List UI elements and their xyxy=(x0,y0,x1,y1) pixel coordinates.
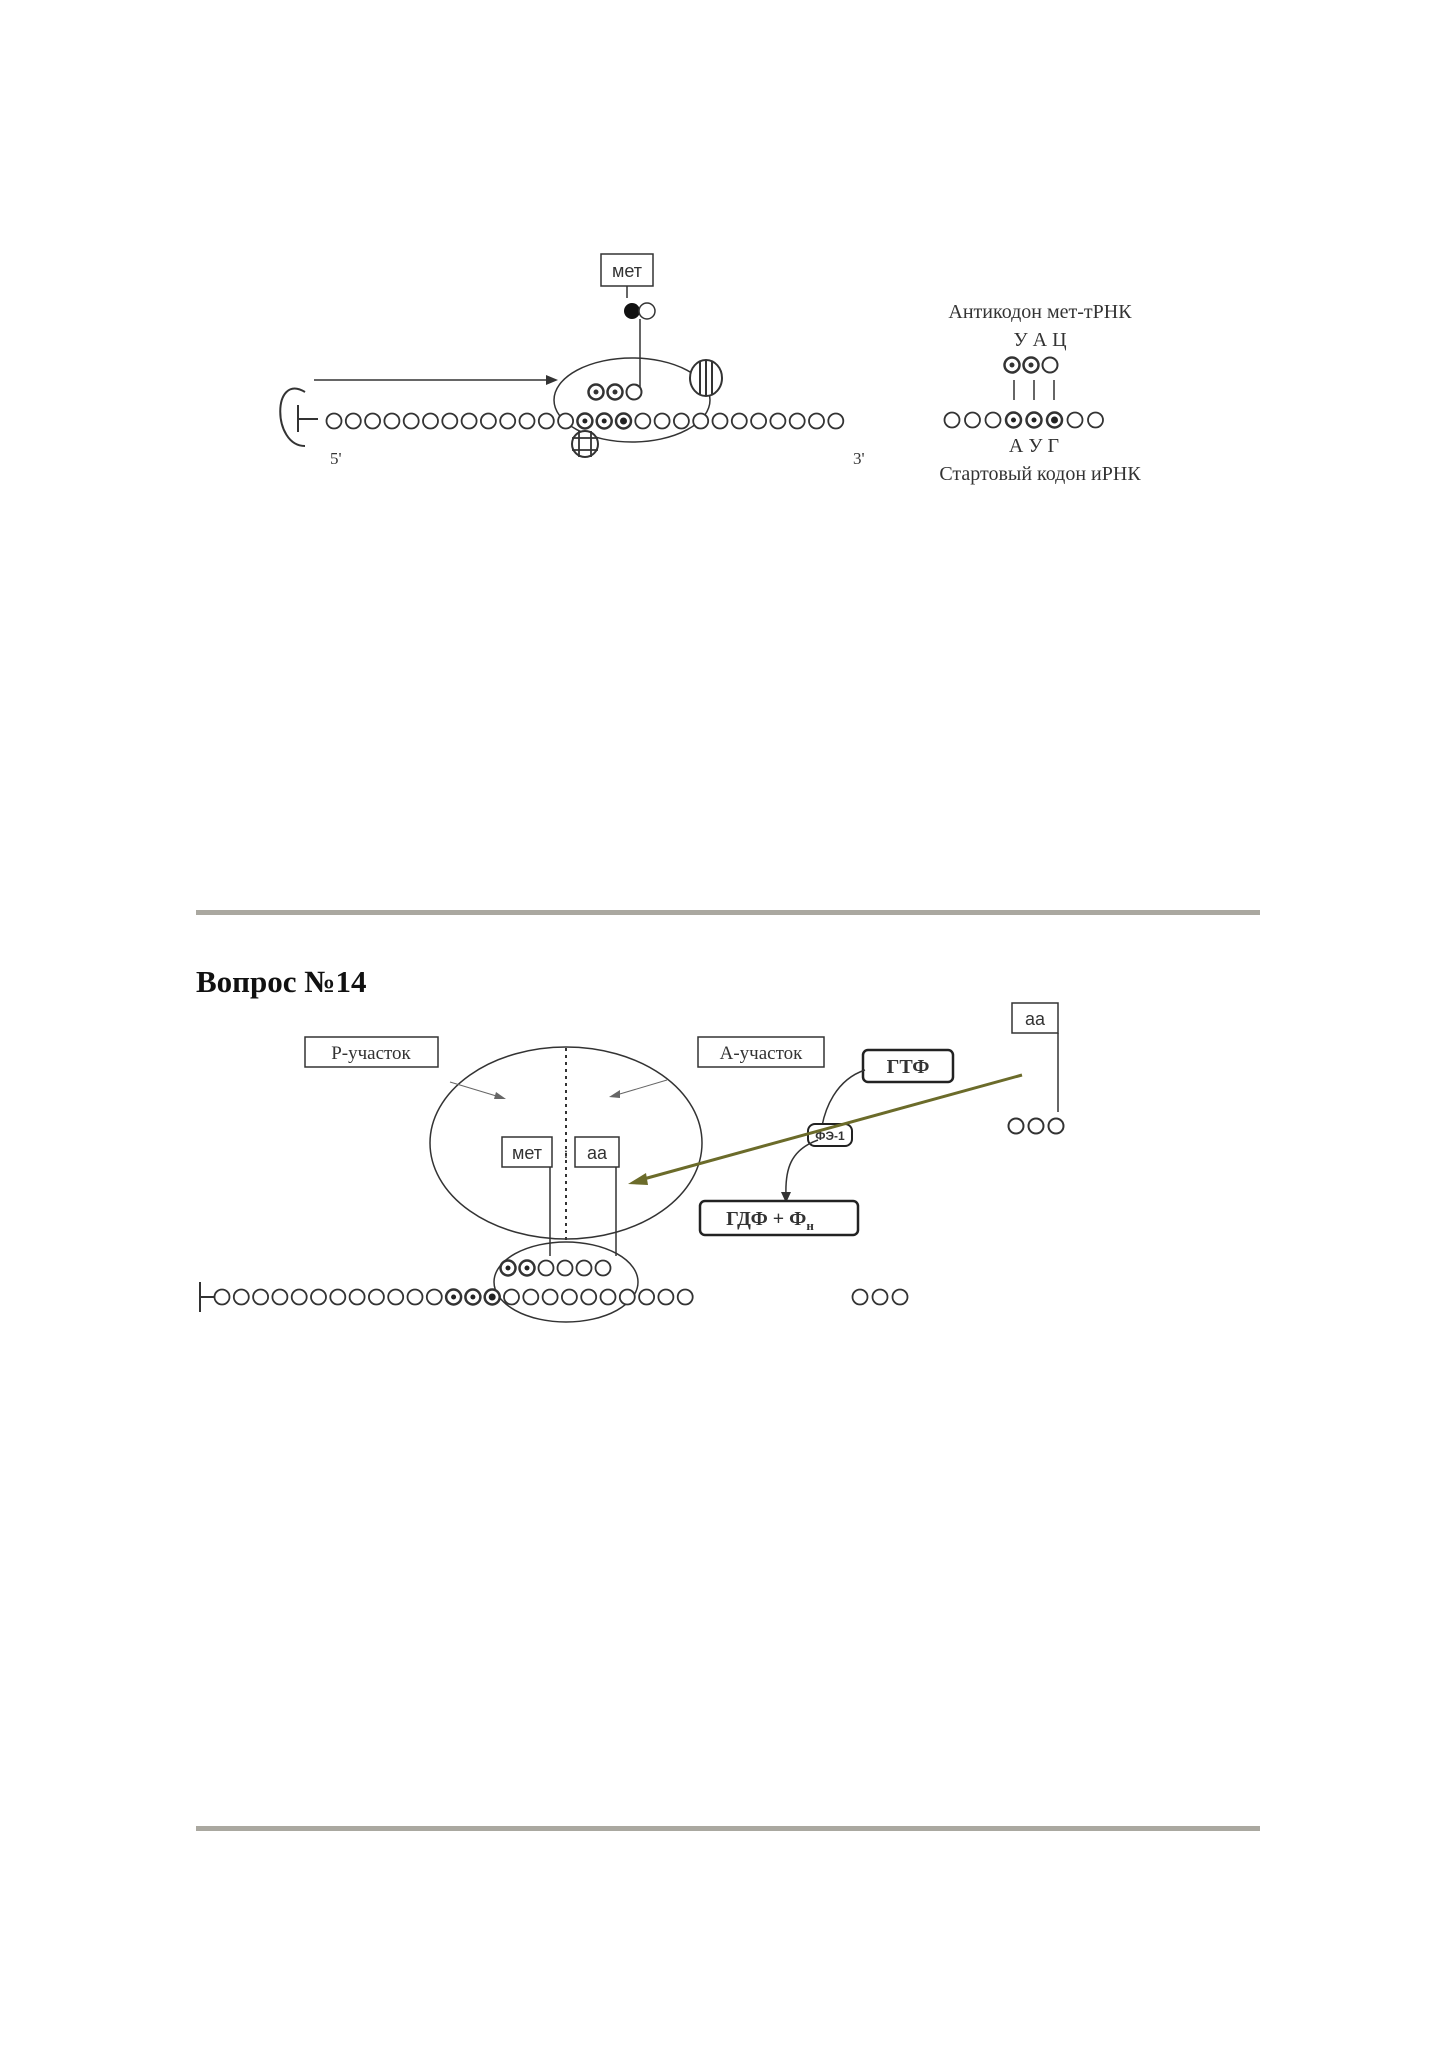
mrna-codon-chain xyxy=(945,413,1104,428)
nucleotide xyxy=(539,1261,554,1276)
nucleotide xyxy=(986,413,1001,428)
nucleotide xyxy=(1088,413,1103,428)
nucleotide xyxy=(945,413,960,428)
nucleotide xyxy=(713,414,728,429)
nucleotide xyxy=(427,1290,442,1305)
nucleotide xyxy=(596,1261,611,1276)
nucleotide-mark xyxy=(602,419,607,424)
nucleotide xyxy=(272,1290,287,1305)
trna-acceptor-filled xyxy=(624,303,640,319)
nucleotide xyxy=(311,1290,326,1305)
nucleotide-mark xyxy=(451,1295,456,1300)
nucleotide xyxy=(350,1290,365,1305)
nucleotide xyxy=(732,414,747,429)
nucleotide xyxy=(770,414,785,429)
gdp-subscript: н xyxy=(806,1218,814,1233)
codon-letters: А У Г xyxy=(1008,435,1060,457)
nucleotide xyxy=(388,1290,403,1305)
nucleotide-mark xyxy=(620,418,627,425)
end-3-label: 3' xyxy=(853,449,865,468)
small-subunit-2 xyxy=(494,1242,638,1322)
nucleotide xyxy=(577,1261,592,1276)
nucleotide xyxy=(215,1290,230,1305)
nucleotide xyxy=(504,1290,519,1305)
initiation-factor-striped xyxy=(690,360,722,396)
nucleotide xyxy=(809,414,824,429)
gdp-label: ГДФ + $Ф_н$ xyxy=(726,1208,814,1233)
nucleotide xyxy=(500,414,515,429)
figure-elongation-diagram xyxy=(0,990,1445,1330)
met-label: мет xyxy=(611,261,643,281)
gtp-label: ГТФ xyxy=(886,1056,930,1078)
nucleotide xyxy=(620,1290,635,1305)
nucleotide xyxy=(365,414,380,429)
nucleotide xyxy=(658,1290,673,1305)
nucleotide xyxy=(558,414,573,429)
nucleotide xyxy=(853,1290,868,1305)
nucleotide xyxy=(404,414,419,429)
nucleotide xyxy=(423,414,438,429)
nucleotide-mark xyxy=(470,1295,475,1300)
p-site-label: Р-участок xyxy=(331,1043,411,1064)
horizontal-rule-2 xyxy=(196,1826,1260,1831)
nucleotide-mark xyxy=(1032,418,1037,423)
nucleotide xyxy=(790,414,805,429)
nucleotide xyxy=(965,413,980,428)
horizontal-rule-1 xyxy=(196,910,1260,915)
nucleotide-mark xyxy=(582,419,587,424)
nucleotide xyxy=(562,1290,577,1305)
nucleotide xyxy=(346,414,361,429)
nucleotide xyxy=(751,414,766,429)
nucleotide xyxy=(693,414,708,429)
mrna-cap xyxy=(280,389,318,446)
nucleotide xyxy=(481,414,496,429)
mrna-chain-2 xyxy=(215,1290,908,1305)
nucleotide xyxy=(327,414,342,429)
nucleotide xyxy=(1068,413,1083,428)
svg-text::: : xyxy=(563,1145,569,1162)
mrna-cap-2 xyxy=(200,1282,214,1312)
nucleotide xyxy=(558,1261,573,1276)
nucleotide xyxy=(539,414,554,429)
nucleotide xyxy=(369,1290,384,1305)
nucleotide xyxy=(292,1290,307,1305)
aa-label-incoming: аа xyxy=(1024,1009,1046,1029)
nucleotide xyxy=(678,1290,693,1305)
nucleotide xyxy=(674,414,689,429)
nucleotide-mark xyxy=(489,1294,496,1301)
met-label-p: мет xyxy=(511,1143,543,1163)
nucleotide-mark xyxy=(525,1266,530,1271)
nucleotide xyxy=(253,1290,268,1305)
nucleotide xyxy=(581,1290,596,1305)
figure-initiation-diagram xyxy=(0,0,1445,520)
nucleotide xyxy=(442,414,457,429)
nucleotide xyxy=(462,414,477,429)
end-5-label: 5' xyxy=(330,449,342,468)
aa-label-a: аа xyxy=(586,1143,608,1163)
nucleotide xyxy=(384,414,399,429)
anticodon-letters: У А Ц xyxy=(1013,329,1067,351)
nucleotide-mark xyxy=(1011,418,1016,423)
initiation-factor-grid xyxy=(572,431,598,457)
trna-acceptor-open xyxy=(639,303,655,319)
nucleotide xyxy=(639,1290,654,1305)
mrna-chain xyxy=(327,414,844,429)
nucleotide-mark xyxy=(506,1266,511,1271)
a-site-label: А-участок xyxy=(719,1043,803,1064)
delivery-arrow xyxy=(640,1075,1022,1180)
nucleotide xyxy=(408,1290,423,1305)
nucleotide xyxy=(330,1290,345,1305)
nucleotide-mark xyxy=(1051,417,1058,424)
nucleotide xyxy=(873,1290,888,1305)
nucleotide xyxy=(601,1290,616,1305)
nucleotide xyxy=(520,414,535,429)
nucleotide xyxy=(893,1290,908,1305)
nucleotide xyxy=(523,1290,538,1305)
nucleotide xyxy=(655,414,670,429)
ef1-label: ФЭ-1 xyxy=(815,1129,845,1143)
nucleotide xyxy=(543,1290,558,1305)
nucleotide xyxy=(234,1290,249,1305)
nucleotide xyxy=(828,414,843,429)
question-title: Вопрос №14 xyxy=(196,964,367,999)
nucleotide xyxy=(635,414,650,429)
anticodon-caption: Антикодон мет-тРНК xyxy=(948,301,1132,323)
codon-caption: Стартовый кодон иРНК xyxy=(939,463,1141,485)
